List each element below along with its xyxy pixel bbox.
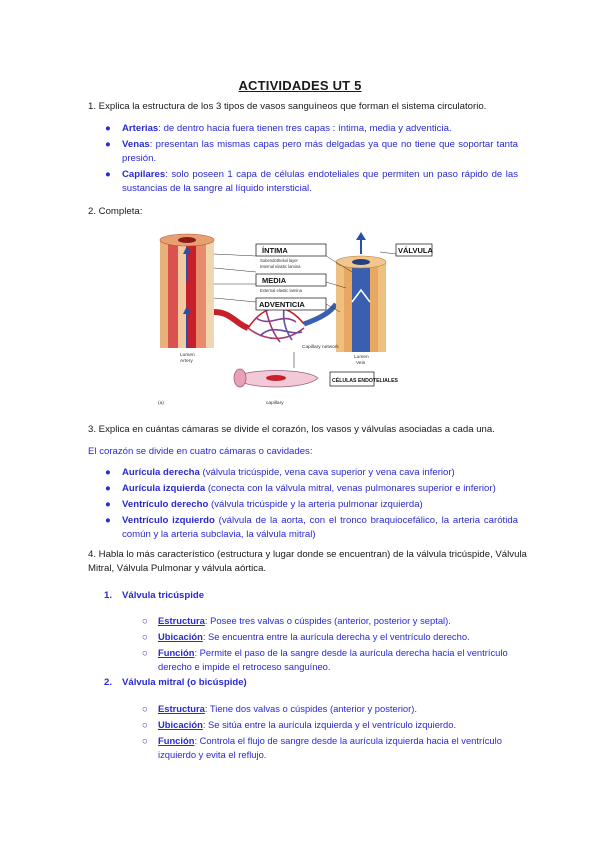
valve-2-details bbox=[140, 702, 520, 764]
item-text: : solo poseen 1 capa de células endoteliales que permiten un paso rápido de las sustancias de la sangre al líquido intersticial. bbox=[122, 169, 518, 194]
detail-label: Función bbox=[158, 647, 195, 658]
item-text: (válvula tricúspide, vena cava superior y vena cava inferior) bbox=[199, 467, 455, 478]
valve-2-heading bbox=[104, 677, 247, 688]
item-text: (conecta con la válvula mitral, venas pulmonares superior e inferior) bbox=[205, 483, 496, 494]
valve-number: 2. bbox=[104, 677, 113, 688]
list-item: ● Ventrículo izquierdo (válvula de la aorta, con el tronco braquiocefálico, la arteria carótida común y la arteria subclavia, la válvula mitral) bbox=[105, 515, 518, 540]
term: Ventrículo izquierdo bbox=[122, 515, 215, 526]
detail-text: : Tiene dos valvas o cúspides (anterior y posterior). bbox=[204, 703, 417, 714]
tiny-label: External elastic lamina bbox=[260, 288, 302, 293]
item-text: : presentan las mismas capas pero más delgadas ya que no tiene que soportar tanta presión. bbox=[122, 139, 518, 164]
valve-1-heading bbox=[104, 590, 204, 601]
detail-label: Ubicación bbox=[158, 631, 203, 642]
term: Ventrículo derecho bbox=[122, 499, 209, 510]
list-item: ○ Estructura: Posee tres valvas o cúspides (anterior, posterior y septal). bbox=[142, 615, 451, 626]
artery-illustration bbox=[160, 234, 248, 348]
list-item: ● Capilares: solo poseen 1 capa de células endoteliales que permiten un paso rápido de las sustancias de la sangre al líquido intersticial. bbox=[105, 169, 518, 194]
small-label: Lumen bbox=[354, 355, 369, 360]
detail-text: : Posee tres valvas o cúspides (anterior, posterior y septal). bbox=[204, 615, 451, 626]
label-celulas: CÉLULAS ENDOTELIALES bbox=[332, 378, 398, 384]
detail-text: : Se sitúa entre la aurícula izquierda y el ventrículo izquierdo. bbox=[202, 719, 457, 730]
term: Aurícula derecha bbox=[122, 467, 200, 478]
item-text: (válvula tricúspide y la arteria pulmonar izquierda) bbox=[208, 499, 423, 510]
detail-label: Estructura bbox=[158, 615, 205, 626]
page-title: ACTIVIDADES UT 5 bbox=[238, 78, 362, 93]
list-item: ○ Función: Controla el flujo de sangre desde la aurícula izquierda hacia el ventrículo izquierdo y evita el reflujo. bbox=[142, 735, 502, 760]
list-item: ● Aurícula derecha (válvula tricúspide, vena cava superior y vena cava inferior) bbox=[105, 467, 455, 478]
question-1-prompt: 1. Explica la estructura de los 3 tipos de vasos sanguíneos que forman el sistema circulatorio. bbox=[88, 101, 487, 112]
list-item: ○ Función: Permite el paso de la sangre desde la aurícula derecha hacia el ventrículo derecho e impide el retroceso sanguíneo. bbox=[142, 647, 508, 672]
capillary-illustration bbox=[234, 352, 318, 387]
detail-label: Función bbox=[158, 735, 195, 746]
small-label: Lumen bbox=[180, 353, 195, 358]
list-item: ● Venas: presentan las mismas capas pero más delgadas ya que no tiene que soportar tanta presión. bbox=[105, 139, 518, 164]
label-media: MEDIA bbox=[262, 276, 287, 285]
blood-vessel-diagram bbox=[156, 232, 438, 412]
question-4-prompt: 4. Habla lo más característico (estructura y lugar donde se encuentran) de la válvula tricúspide, Válvula Mitral, Válvula Pulmonar y válvula aórtica. bbox=[88, 549, 527, 574]
label-valvula: VÁLVULA bbox=[398, 246, 433, 255]
q1-list bbox=[100, 122, 518, 198]
valve-number: 1. bbox=[104, 590, 113, 601]
term: Venas bbox=[122, 139, 150, 150]
detail-label: Estructura bbox=[158, 703, 205, 714]
small-label-capillary: capillary bbox=[266, 401, 284, 406]
small-label-vein: Vein bbox=[356, 361, 366, 366]
term: Arterias bbox=[122, 123, 159, 134]
label-intima: ÍNTIMA bbox=[262, 246, 288, 255]
detail-text: : Se encuentra entre la aurícula derecha y el ventrículo derecho. bbox=[202, 631, 470, 642]
list-item: ● Arterias: de dentro hacia fuera tienen tres capas : íntima, media y adventicia. bbox=[105, 123, 452, 134]
list-item: ○ Estructura: Tiene dos valvas o cúspides (anterior y posterior). bbox=[142, 703, 417, 714]
tiny-label: Internal elastic lamina bbox=[260, 264, 301, 269]
valve-name: Válvula mitral (o bicúspide) bbox=[122, 677, 247, 688]
detail-text: : Permite el paso de la sangre desde la aurícula derecha hacia el ventrículo derecho e impide el retroceso sanguíneo. bbox=[158, 647, 508, 672]
question-2-prompt: 2. Completa: bbox=[88, 206, 143, 217]
small-label-network: Capillary network bbox=[302, 345, 339, 350]
list-item: ● Ventrículo derecho (válvula tricúspide y la arteria pulmonar izquierda) bbox=[105, 499, 423, 510]
list-item: ● Aurícula izquierda (conecta con la válvula mitral, venas pulmonares superior e inferior) bbox=[105, 483, 496, 494]
item-text: (válvula de la aorta, con el tronco braquiocefálico, la arteria carótida común y la arteria subclavia, la válvula mitral) bbox=[122, 515, 518, 540]
figure-letter: (a) bbox=[158, 401, 164, 406]
label-adventicia: ADVENTICIA bbox=[259, 300, 305, 309]
vein-illustration bbox=[336, 232, 386, 352]
item-text: : de dentro hacia fuera tienen tres capas : íntima, media y adventicia. bbox=[158, 123, 452, 134]
detail-text: : Controla el flujo de sangre desde la aurícula izquierda hacia el ventrículo izquierdo y evita el reflujo. bbox=[158, 735, 502, 760]
valve-name: Válvula tricúspide bbox=[122, 590, 205, 601]
question-3-prompt: 3. Explica en cuántas cámaras se divide el corazón, los vasos y válvulas asociadas a cada una. bbox=[88, 424, 495, 435]
q3-intro: El corazón se divide en cuatro cámaras o cavidades: bbox=[88, 446, 313, 457]
q3-list bbox=[100, 466, 518, 544]
small-label-artery: Artery bbox=[180, 359, 193, 364]
valve-1-details bbox=[140, 614, 520, 676]
detail-label: Ubicación bbox=[158, 719, 203, 730]
list-item: ○ Ubicación: Se encuentra entre la aurícula derecha y el ventrículo derecho. bbox=[142, 631, 470, 642]
term: Capilares bbox=[122, 169, 166, 180]
list-item: ○ Ubicación: Se sitúa entre la aurícula izquierda y el ventrículo izquierdo. bbox=[142, 719, 457, 730]
tiny-label: Subendothelial layer bbox=[260, 258, 298, 263]
term: Aurícula izquierda bbox=[122, 483, 206, 494]
